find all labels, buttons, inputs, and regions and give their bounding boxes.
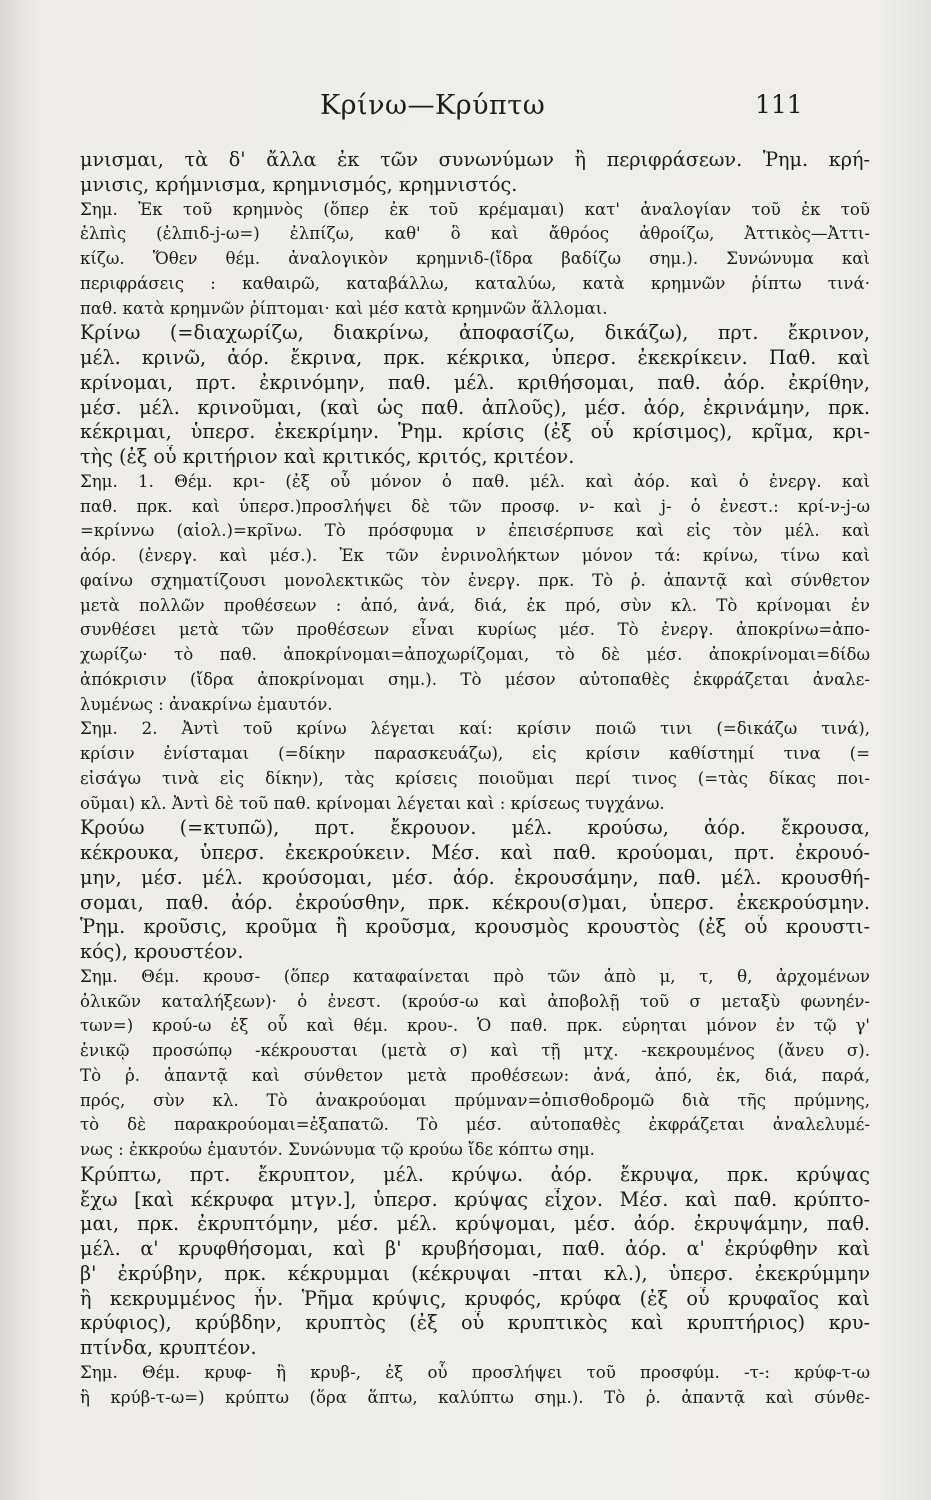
text-line: κίζω. Ὅθεν θέμ. ἀναλογικὸν κρημνιδ-(ἴδρα βαδίζω σημ.). Συνώνυμα καὶ	[80, 249, 870, 268]
text-line: μαι, πρκ. ἐκρυπτόμην, μέσ. μέλ. κρύψομαι, μέσ. ἀόρ. ἐκρυψάμην, παθ.	[80, 1212, 870, 1236]
text-line: μνισμαι, τὰ δ' ἄλλα ἐκ τῶν συνωνύμων ἢ περιφράσεων. Ῥημ. κρή-	[80, 148, 870, 171]
text-line: σομαι, παθ. ἀόρ. ἐκρούσθην, πρκ. κέκρου(σ)μαι, ὑπερσ. ἐκεκρούσμην.	[80, 890, 870, 914]
text-line: κρύφιος), κρύβδην, κρυπτὸς (ἐξ οὗ κρυπτικὸς καὶ κρυπτήριος) κρυ-	[80, 1311, 870, 1335]
body-text	[80, 148, 870, 1410]
text-line: Κρούω (=κτυπῶ), πρτ. ἔκρουον. μέλ. κρούσω, ἀόρ. ἔκρουσα,	[80, 816, 870, 840]
text-line: χωρίζω· τὸ παθ. ἀποκρίνομαι=ἀποχωρίζομαι, τὸ δὲ μέσ. ἀποκρίνομαι=δίδω	[80, 645, 870, 664]
page-number: 111	[755, 90, 803, 119]
text-line: κρίνομαι, πρτ. ἐκρινόμην, παθ. μέλ. κριθήσομαι, παθ. ἀόρ. ἐκρίθην,	[80, 370, 870, 394]
text-line: περιφράσεις : καθαιρῶ, καταβάλλω, καταλύω, κατὰ κρημνῶν ῥίπτω τινά·	[80, 273, 870, 293]
text-line: εἰσάγω τινὰ εἰς δίκην), τὰς κρίσεις ποιοῦμαι περί τινος (=τὰς δίκας ποι-	[80, 768, 870, 788]
text-line: Σημ. Ἐκ τοῦ κρημνὸς (ὅπερ ἐκ τοῦ κρέμαμαι) κατ' ἀναλογίαν τοῦ ἐκ τοῦ	[80, 199, 870, 219]
text-line: μνισις, κρήμνισμα, κρημνισμός, κρημνιστός.	[80, 172, 518, 196]
text-line: οῦμαι) κλ. Ἀντὶ δὲ τοῦ παθ. κρίνομαι λέγεται καὶ : κρίσεως τυγχάνω.	[80, 793, 665, 813]
text-line: κέκρουκα, ὑπερσ. ἐκεκρούκειν. Μέσ. καὶ παθ. κρούομαι, πρτ. ἐκρουό-	[80, 841, 870, 864]
text-line: Κρύπτω, πρτ. ἔκρυπτον, μέλ. κρύψω. ἀόρ. ἔκρυψα, πρκ. κρύψας	[80, 1162, 870, 1186]
text-line: ἀπόκρισιν (ἴδρα ἀποκρίνομαι σημ.). Τὸ μέσον αὐτοπαθὲς ἐκφράζεται ἀναλε-	[80, 669, 870, 689]
text-line: Σημ. 1. Θέμ. κρι- (ἐξ οὗ μόνον ὁ παθ. μέλ. καὶ ἀόρ. καὶ ὁ ἐνεργ. καὶ	[80, 471, 870, 491]
text-line: ἑνικῷ προσώπῳ -κέκρουσται (μετὰ σ) καὶ τῇ μτχ. -κεκρουμένος (ἄνευ σ).	[80, 1041, 870, 1060]
text-line: κρίσιν ἐνίσταμαι (=δίκην παρασκευάζω), εἰς κρίσιν καθίστημί τινα (=	[80, 744, 870, 763]
text-line: παθ. πρκ. καὶ ὑπερσ.)προσλήψει δὲ τῶν προσφ. ν- καὶ j- ὁ ἐνεστ.: κρί-ν-j-ω	[80, 496, 870, 516]
text-line: μετὰ πολλῶν προθέσεων : ἀπό, ἀνά, διά, ἐκ πρό, σὺν κλ. Τὸ κρίνομαι ἐν	[80, 595, 870, 615]
text-line: ἢ κρύβ-τ-ω=) κρύπτω (ὅρα ἅπτω, καλύπτω σημ.). Τὸ ῥ. ἀπαντᾷ καὶ σύνθε-	[80, 1387, 870, 1407]
text-line: των=) κρού-ω ἐξ οὗ καὶ θέμ. κρου-. Ὁ παθ. πρκ. εὑρηται μόνον ἐν τῷ γ'	[80, 1016, 870, 1036]
text-line: Σημ. 2. Ἀντὶ τοῦ κρίνω λέγεται καί: κρίσιν ποιῶ τινι (=δικάζω τινά),	[80, 719, 870, 739]
text-line: ἐλπὶς (ἐλπιδ-j-ω=) ἐλπίζω, καθ' ὃ καὶ ἄθρόος ἀθροίζω, Ἀττικὸς—Ἀττι-	[80, 224, 870, 244]
text-line: φαίνω σχηματίζουσι μονολεκτικῶς τὸν ἐνεργ. πρκ. Τὸ ῥ. ἀπαντᾷ καὶ σύνθετον	[80, 570, 870, 590]
text-line: Κρίνω (=διαχωρίζω, διακρίνω, ἀποφασίζω, δικάζω), πρτ. ἔκρινον,	[80, 321, 870, 345]
text-line: β' ἐκρύβην, πρκ. κέκρυμμαι (κέκρυψαι -πται κλ.), ὑπερσ. ἐκεκρύμμην	[80, 1261, 870, 1285]
text-line: Τὸ ῥ. ἀπαντᾷ καὶ σύνθετον μετὰ προθέσεων: ἀνά, ἀπό, ἐκ, διά, παρά,	[80, 1065, 870, 1085]
text-line: τὸ δὲ παρακρούομαι=ἐξαπατῶ. Τὸ μέσ. αὐτοπαθὲς ἐκφράζεται ἀναλελυμέ-	[80, 1115, 870, 1135]
text-line: =κρίννω (αἰολ.)=κρῖνω. Τὸ πρόσφυμα ν ἐπεισέρπυσε καὶ εἰς τὸν μέλ. καὶ	[80, 521, 870, 541]
text-line: κός), κρουστέον.	[80, 940, 244, 963]
text-line: τὴς (ἐξ οὗ κριτήριον καὶ κριτικός, κριτός, κριτέον.	[80, 445, 575, 468]
text-line: μην, μέσ. μέλ. κρούσομαι, μέσ. ἀόρ. ἐκρουσάμην, παθ. μέλ. κρουσθή-	[80, 865, 870, 889]
text-line: πρός, σὺν κλ. Τὸ ἀνακρούομαι πρύμναν=ὀπισθοδρομῶ διὰ τῆς πρύμνης,	[80, 1090, 870, 1110]
running-head: Κρίνω—Κρύπτω	[320, 90, 546, 121]
text-line: ἀόρ. (ἐνεργ. καὶ μέσ.). Ἐκ τῶν ἐνρινολήκτων μόνον τά: κρίνω, τίνω καὶ	[80, 546, 870, 565]
text-line: ἢ κεκρυμμένος ἦν. Ῥῆμα κρύψις, κρυφός, κρύφα (ἐξ οὗ κρυφαῖος καὶ	[80, 1286, 870, 1310]
text-line: νως : ἐκκρούω ἐμαυτόν. Συνώνυμα τῷ κρούω ἴδε κόπτω σημ.	[80, 1140, 595, 1159]
text-line: Σημ. Θέμ. κρουσ- (ὅπερ καταφαίνεται πρὸ τῶν ἀπὸ μ, τ, θ, ἀρχομένων	[80, 966, 870, 986]
page-header	[0, 90, 931, 130]
text-line: συνθέσει μετὰ τῶν προθέσεων εἶναι κυρίως μέσ. Τὸ ἐνεργ. ἀποκρίνω=ἀπο-	[80, 620, 870, 640]
text-line: κέκριμαι, ὑπερσ. ἐκεκρίμην. Ῥημ. κρίσις (ἐξ οὗ κρίσιμος), κρῖμα, κρι-	[80, 420, 870, 444]
text-line: λυμένως : ἀνακρίνω ἐμαυτόν.	[80, 694, 333, 714]
text-line: ἔχω [καὶ κέκρυφα μτγν.], ὑπερσ. κρύψας εἶχον. Μέσ. καὶ παθ. κρύπτο-	[80, 1187, 870, 1211]
text-line: Σημ. Θέμ. κρυφ- ἢ κρυβ-, ἐξ οὗ προσλήψει τοῦ προσφύμ. -τ-: κρύφ-τ-ω	[80, 1362, 870, 1382]
text-line: παθ. κατὰ κρημνῶν ῥίπτομαι· καὶ μέσ κατὰ κρημνῶν ἅλλομαι.	[80, 298, 608, 318]
text-line: ὀλικῶν καταλήξεων)· ὁ ἐνεστ. (κρούσ-ω καὶ ἀποβολῇ τοῦ σ μεταξὺ φωνηέν-	[80, 991, 870, 1011]
text-line: μέλ. α' κρυφθήσομαι, καὶ β' κρυβήσομαι, παθ. ἀόρ. α' ἐκρύφθην καὶ	[80, 1237, 870, 1260]
text-line: μέσ. μέλ. κρινοῦμαι, (καὶ ὡς παθ. ἁπλοῦς), μέσ. ἀόρ, ἐκρινάμην, πρκ.	[80, 395, 870, 419]
text-line: Ῥημ. κροῦσις, κροῦμα ἢ κροῦσμα, κρουσμὸς κρουστὸς (ἐξ οὗ κρουστι-	[80, 915, 870, 939]
text-line: μέλ. κρινῶ, ἀόρ. ἔκρινα, πρκ. κέκρικα, ὑπερσ. ἐκεκρίκειν. Παθ. καὶ	[80, 346, 870, 369]
text-line: πτίνδα, κρυπτέον.	[80, 1336, 257, 1359]
